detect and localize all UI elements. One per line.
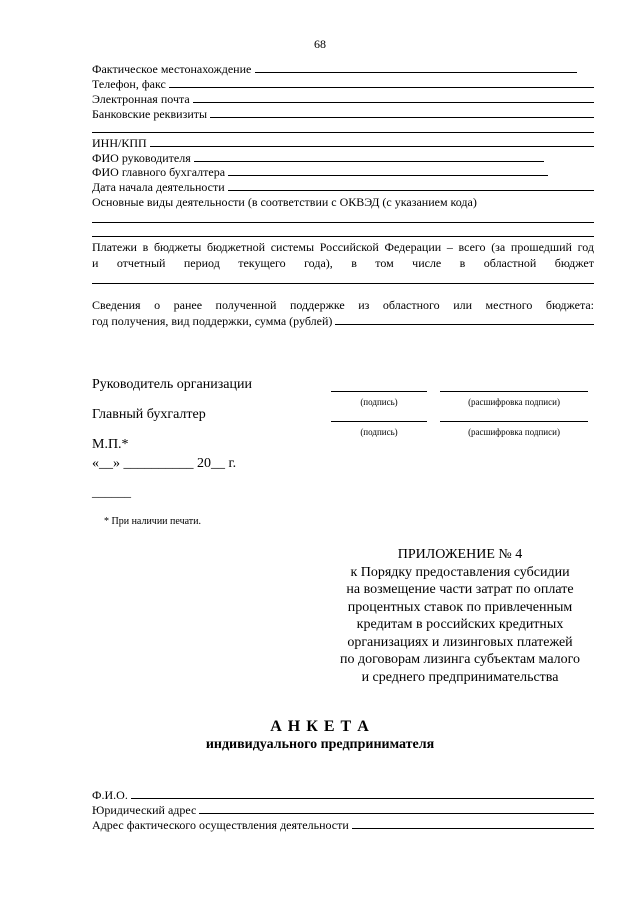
blank-line[interactable] <box>150 136 594 147</box>
head-decoding-blank[interactable] <box>440 391 588 392</box>
blank-rule[interactable] <box>92 222 594 223</box>
stamp-label: М.П.* <box>92 437 129 452</box>
field-accountant-name <box>92 165 594 179</box>
signature-caption: (подпись) <box>360 427 398 437</box>
appendix-line: организациях и лизинговых платежей <box>347 634 573 650</box>
field-support <box>92 314 594 328</box>
form-title: А Н К Е Т А <box>270 718 370 735</box>
date-line: «__» __________ 20__ г. <box>92 456 237 471</box>
blank-line[interactable] <box>193 92 594 103</box>
blank-line[interactable] <box>131 788 594 799</box>
blank-line[interactable] <box>255 62 577 73</box>
page-number: 68 <box>314 37 326 51</box>
field-inn-kpp <box>92 136 594 150</box>
field-start-date <box>92 180 594 194</box>
field-actual-address <box>92 818 594 832</box>
appendix-line: кредитам в российских кредитных <box>356 617 564 632</box>
field-label: Ф.И.О. <box>92 788 128 802</box>
footnote: * При наличии печати. <box>104 516 201 527</box>
blank-line[interactable] <box>210 107 594 118</box>
payments-line-1: Платежи в бюджеты бюджетной системы Российской Федерации – всего (за прошедший год <box>92 240 594 254</box>
appendix-line: по договорам лизинга субъектам малого <box>339 652 581 667</box>
blank-line[interactable] <box>169 77 594 88</box>
field-label: Электронная почта <box>92 92 190 106</box>
accountant-decoding-blank[interactable] <box>440 421 588 422</box>
appendix-line: к Порядку предоставления субсидии <box>350 564 570 580</box>
blank-line[interactable] <box>352 818 594 829</box>
field-label: Юридический адрес <box>92 803 197 817</box>
appendix-header <box>300 546 620 686</box>
field-label: ФИО руководителя <box>92 151 191 165</box>
field-activities <box>92 195 594 209</box>
field-head-name <box>92 151 594 165</box>
accountant-signature-blank[interactable] <box>331 421 427 422</box>
field-label: Основные виды деятельности (в соответствии с ОКВЭД (с указанием кода) <box>92 195 477 209</box>
field-email <box>92 92 594 106</box>
blank-line[interactable] <box>335 314 594 325</box>
appendix-line: ПРИЛОЖЕНИЕ № 4 <box>397 547 523 562</box>
decoding-caption: (расшифровка подписи) <box>468 397 560 407</box>
appendix-line: и среднего предпринимательства <box>361 669 559 685</box>
field-label: ИНН/КПП <box>92 136 147 150</box>
blank-line[interactable] <box>199 803 594 814</box>
field-label: Банковские реквизиты <box>92 107 208 121</box>
field-label: Дата начала деятельности <box>92 180 225 194</box>
head-signature-blank[interactable] <box>331 391 427 392</box>
appendix-line: на возмещение части затрат по оплате <box>346 582 574 597</box>
blank-line[interactable] <box>194 151 544 162</box>
field-label: Адрес фактического осуществления деятельности <box>92 818 349 832</box>
signature-caption: (подпись) <box>360 397 398 407</box>
blank-rule[interactable] <box>92 236 594 237</box>
field-phone-fax <box>92 77 594 91</box>
appendix-line: процентных ставок по привлеченным <box>347 599 573 615</box>
field-label: Фактическое местонахождение <box>92 62 252 76</box>
head-signature-label: Руководитель организации <box>92 377 252 392</box>
field-legal-address <box>92 803 594 817</box>
field-label: Телефон, факс <box>92 77 166 91</box>
blank-rule[interactable] <box>92 283 594 284</box>
footnote-rule: ______ <box>92 484 131 499</box>
payments-line-2: и отчетный период текущего года), в том числе в областной бюджет <box>92 256 594 270</box>
accountant-signature-label: Главный бухгалтер <box>92 407 206 422</box>
blank-line[interactable] <box>228 165 548 176</box>
form-subtitle: индивидуального предпринимателя <box>205 737 435 752</box>
field-bank-details <box>92 107 594 121</box>
field-full-name <box>92 788 594 802</box>
field-actual-location <box>92 62 594 76</box>
support-line-1: Сведения о ранее полученной поддержке из областного или местного бюджета: <box>92 298 594 312</box>
field-label: ФИО главного бухгалтера <box>92 165 226 179</box>
blank-line[interactable] <box>228 180 594 191</box>
decoding-caption: (расшифровка подписи) <box>468 427 560 437</box>
field-label: год получения, вид поддержки, сумма (рублей) <box>92 314 333 328</box>
blank-rule[interactable] <box>92 132 594 133</box>
